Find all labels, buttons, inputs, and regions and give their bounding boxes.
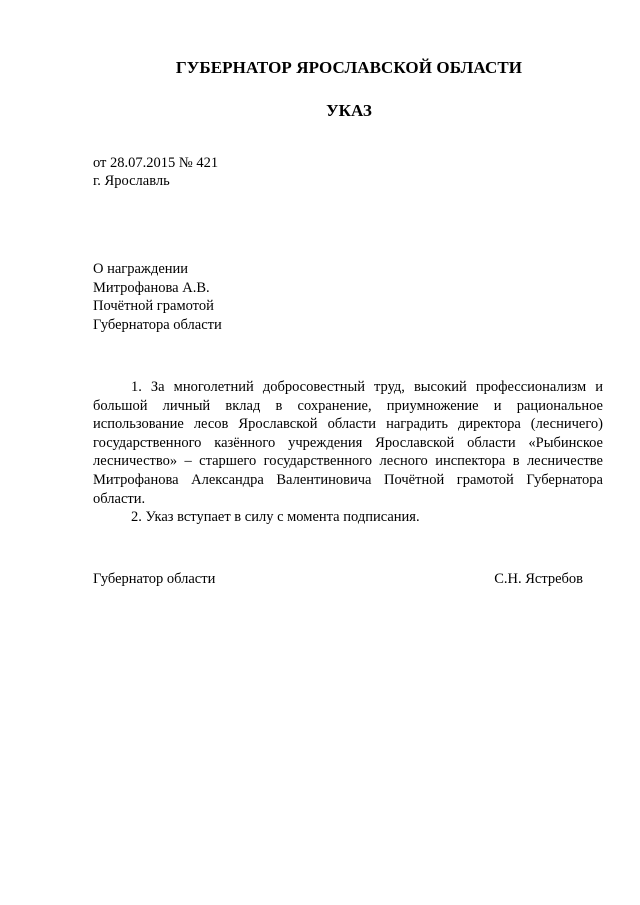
document-meta — [93, 154, 218, 190]
document-subject — [93, 260, 222, 334]
body-paragraph-2: 2. Указ вступает в силу с момента подписания. — [131, 509, 420, 526]
document-type-title: УКАЗ — [326, 101, 372, 120]
body-paragraph-1: 1. За многолетний добросовестный труд, высокий профессионализм и большой личный вклад в сохранение, приумножение и рациональное использование лесов Ярославской области наградить директора (лесничего) государственного казённого учреждения Ярославской области «Рыбинское лесничество» – старшего государственного лесного инспектора в лесничестве Митрофанова Александра Валентиновича Почётной грамотой Губернатора области. — [93, 379, 603, 507]
date-and-number: от 28.07.2015 № 421 — [93, 155, 219, 171]
issuing-authority-title: ГУБЕРНАТОР ЯРОСЛАВСКОЙ ОБЛАСТИ — [175, 58, 523, 77]
subject-line: О награждении — [93, 261, 189, 277]
subject-line: Митрофанова А.В. — [93, 279, 210, 296]
document-body — [93, 378, 603, 527]
subject-line: Почётной грамотой — [93, 298, 214, 314]
signatory-role: Губернатор области — [93, 571, 216, 587]
subject-line: Губернатора области — [93, 316, 222, 333]
city: г. Ярославль — [93, 173, 170, 189]
signatory-name: С.Н. Ястребов — [494, 571, 583, 587]
